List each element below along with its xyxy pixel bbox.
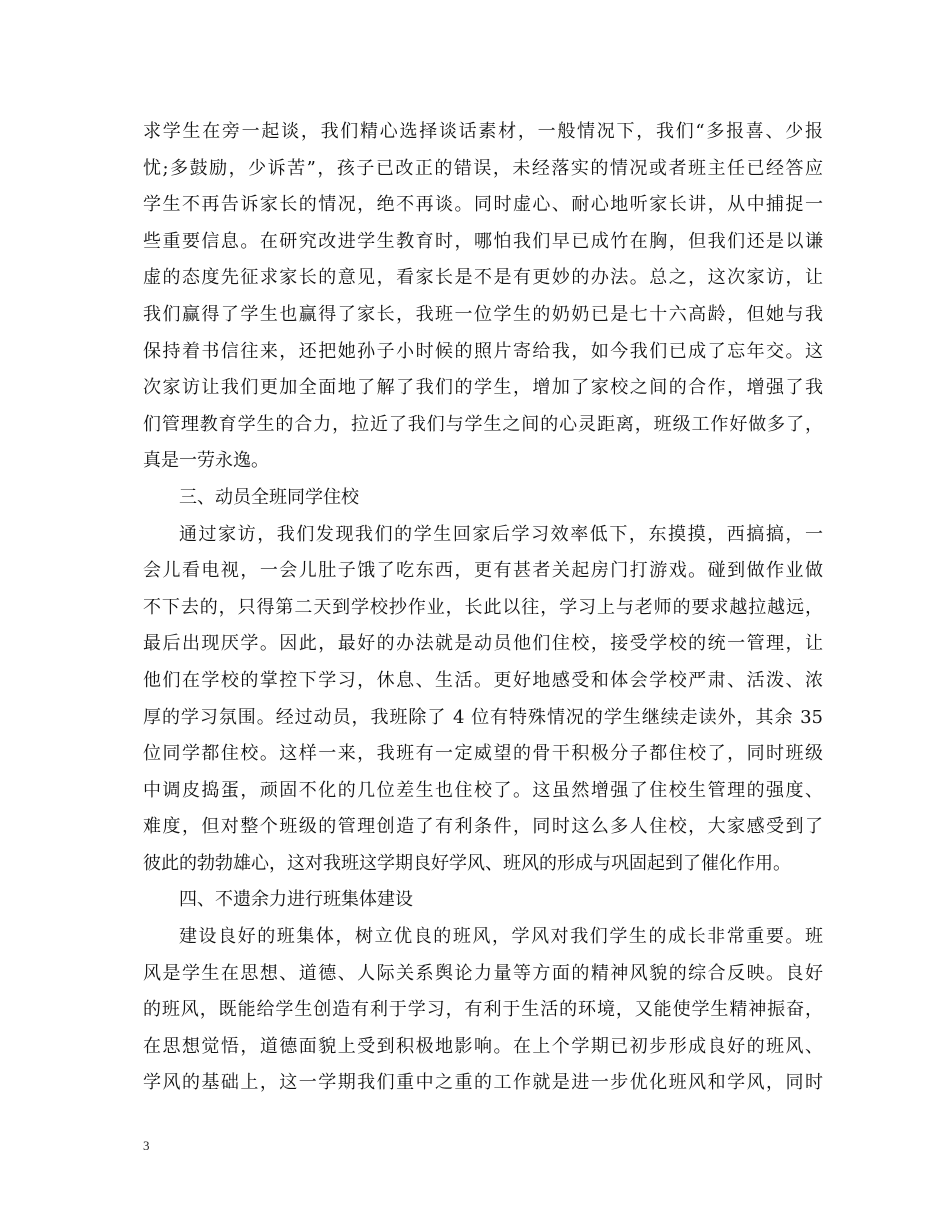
section-heading: 三、动员全班同学住校 (179, 486, 359, 508)
text-line: 难度，但对整个班级的管理创造了有利条件，同时这么多人住校，大家感受到了 (143, 816, 823, 838)
text-line: 真是一劳永逸。 (143, 450, 269, 472)
text-line: 的班风，既能给学生创造有利于学习，有利于生活的环境，又能使学生精神振奋， (143, 999, 823, 1021)
text-line: 厚的学习氛围。经过动员，我班除了 4 位有特殊情况的学生继续走读外，其余 35 (143, 706, 823, 728)
text-line: 们管理教育学生的合力，拉近了我们与学生之间的心灵距离，班级工作好做多了， (143, 413, 823, 435)
text-line: 些重要信息。在研究改进学生教育时，哪怕我们早已成竹在胸，但我们还是以谦 (143, 230, 823, 252)
text-line: 最后出现厌学。因此，最好的办法就是动员他们住校，接受学校的统一管理，让 (143, 633, 823, 655)
text-line: 忧;多鼓励，少诉苦”，孩子已改正的错误，未经落实的情况或者班主任已经答应 (143, 157, 823, 179)
section-heading: 四、不遗余力进行班集体建设 (179, 889, 413, 911)
text-line: 建设良好的班集体，树立优良的班风，学风对我们学生的成长非常重要。班 (179, 926, 823, 948)
page-number: 3 (143, 1138, 150, 1153)
text-line: 次家访让我们更加全面地了解了我们的学生，增加了家校之间的合作，增强了我 (143, 377, 823, 399)
text-line: 他们在学校的掌控下学习，休息、生活。更好地感受和体会学校严肃、活泼、浓 (143, 669, 823, 691)
text-line: 保持着书信往来，还把她孙子小时候的照片寄给我，如今我们已成了忘年交。这 (143, 340, 823, 362)
text-line: 求学生在旁一起谈，我们精心选择谈话素材，一般情况下，我们“多报喜、少报 (143, 121, 823, 142)
body-text (143, 114, 823, 1102)
text-line: 会儿看电视，一会儿肚子饿了吃东西，更有甚者关起房门打游戏。碰到做作业做 (143, 560, 823, 582)
text-line: 通过家访，我们发现我们的学生回家后学习效率低下，东摸摸，西搞搞，一 (179, 523, 823, 545)
text-line: 中调皮捣蛋，顽固不化的几位差生也住校了。这虽然增强了住校生管理的强度、 (143, 779, 823, 801)
text-line: 风是学生在思想、道德、人际关系舆论力量等方面的精神风貌的综合反映。良好 (143, 962, 823, 984)
text-line: 在思想觉悟，道德面貌上受到积极地影响。在上个学期已初步形成良好的班风、 (143, 1035, 823, 1057)
text-line: 虚的态度先征求家长的意见，看家长是不是有更妙的办法。总之，这次家访，让 (143, 267, 823, 289)
text-line: 学生不再告诉家长的情况，绝不再谈。同时虚心、耐心地听家长讲，从中捕捉一 (143, 194, 823, 216)
text-line: 彼此的勃勃雄心，这对我班这学期良好学风、班风的形成与巩固起到了催化作用。 (143, 852, 791, 874)
text-line: 位同学都住校。这样一来，我班有一定威望的骨干积极分子都住校了，同时班级 (143, 743, 823, 765)
text-line: 我们赢得了学生也赢得了家长，我班一位学生的奶奶已是七十六高龄，但她与我 (143, 303, 823, 325)
text-line: 学风的基础上，这一学期我们重中之重的工作就是进一步优化班风和学风，同时 (143, 1072, 823, 1094)
text-line: 不下去的，只得第二天到学校抄作业，长此以往，学习上与老师的要求越拉越远， (143, 596, 823, 618)
